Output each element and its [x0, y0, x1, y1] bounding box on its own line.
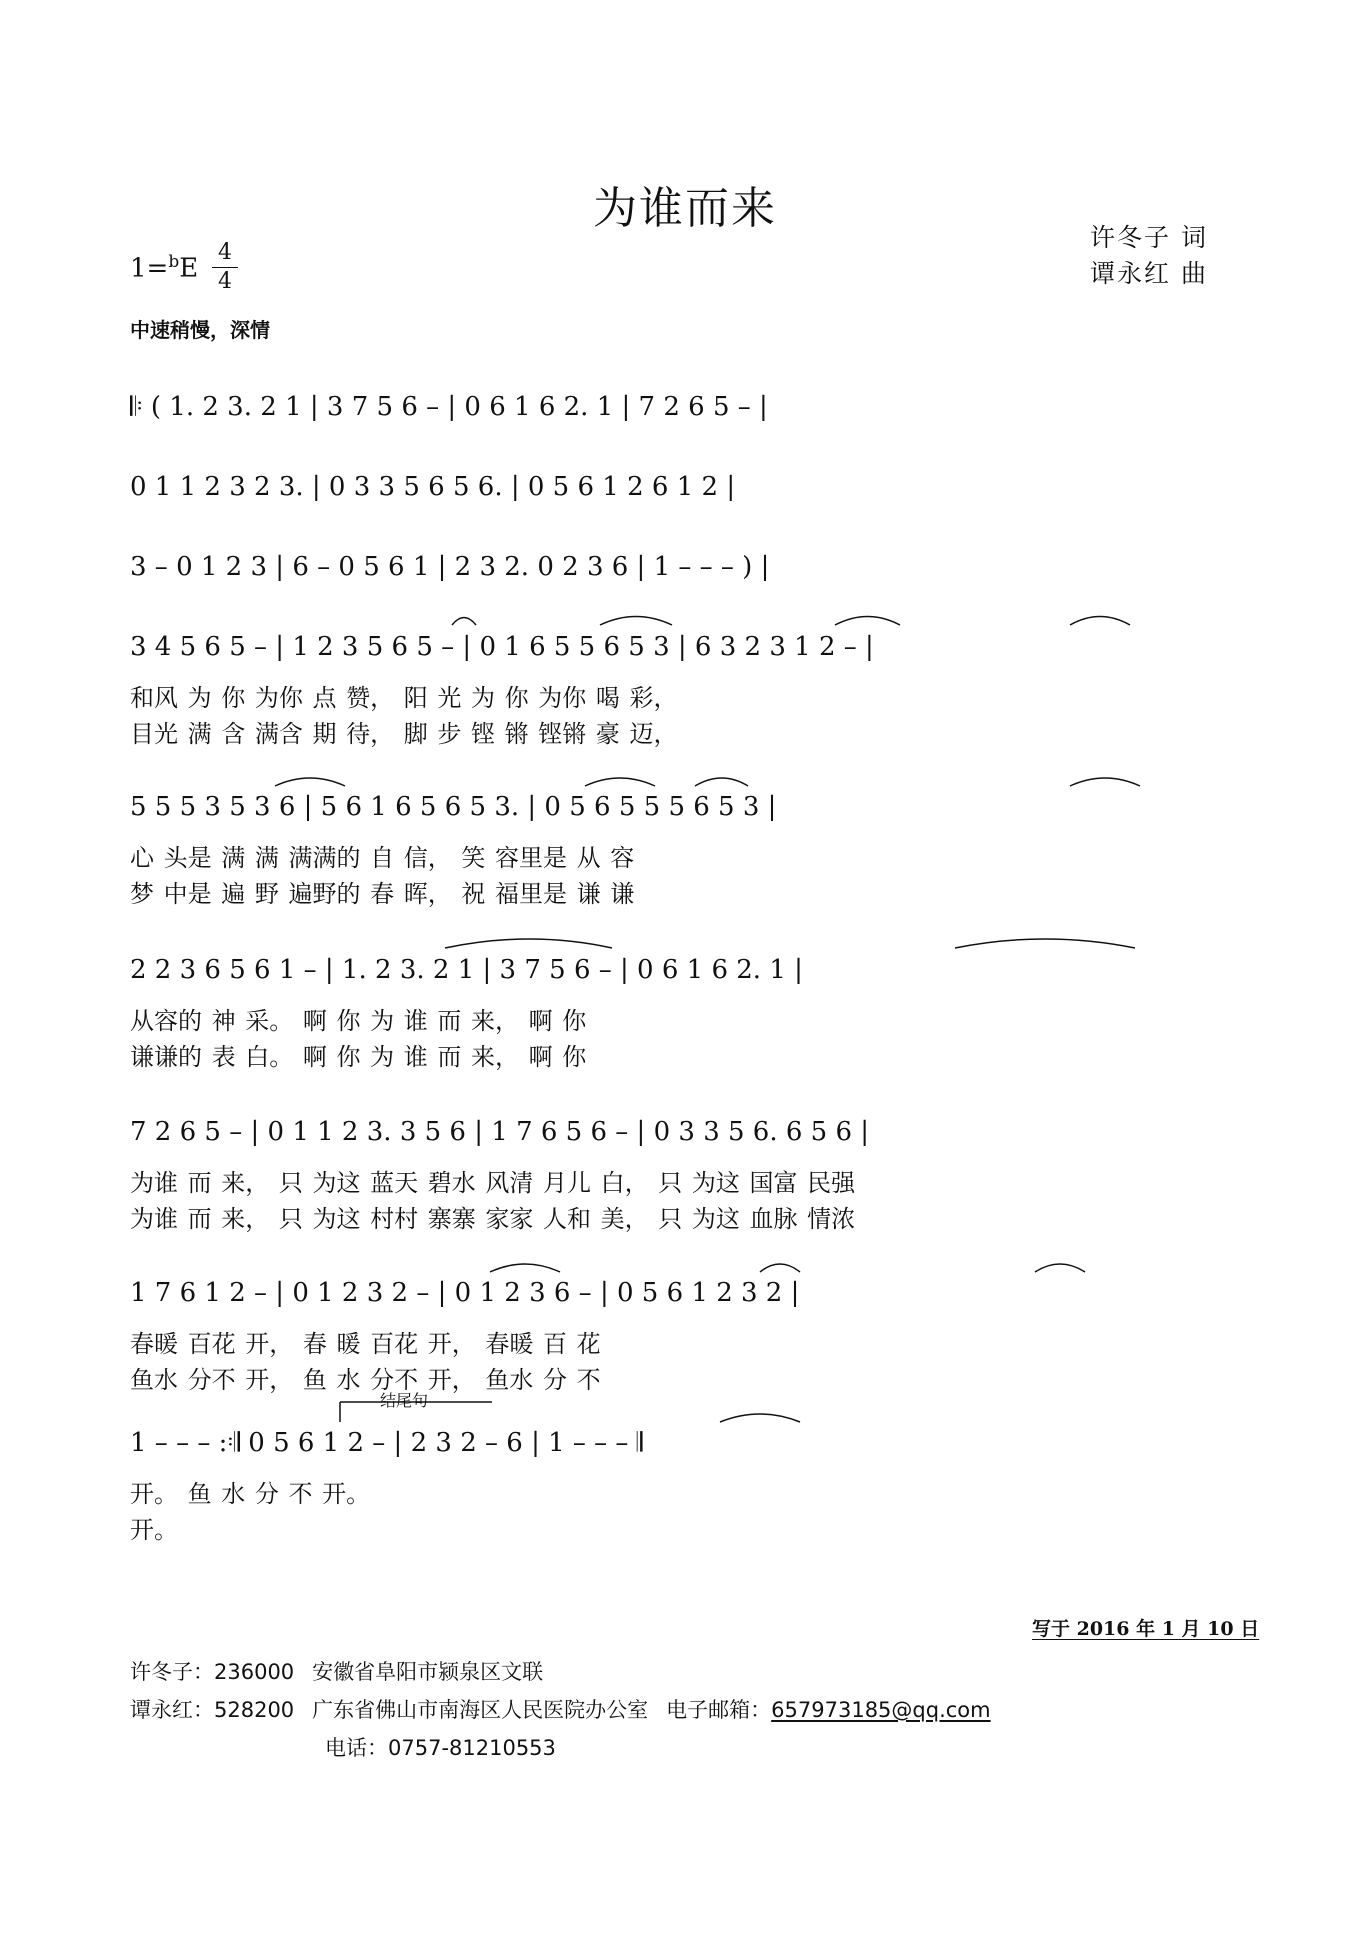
lyric-verse-2: 开。: [130, 1516, 178, 1544]
notation-line-6: 2 2 3 6 5 6 1 – | 1. 2 3. 2 1 | 3 7 5 6 – | 0 6 1 6 2. 1 |: [130, 955, 803, 985]
lyric-verse-1: 开。 鱼 水 分 不 开。: [130, 1480, 371, 1508]
slur-mark: [490, 1264, 560, 1272]
time-signature-top: 4: [218, 240, 232, 265]
notation-line-3: 3 – 0 1 2 3 | 6 – 0 5 6 1 | 2 3 2. 0 2 3 6 | 1 – – – ) |: [130, 552, 770, 582]
lyric-verse-1: 从容的 神 采。 啊 你 为 谁 而 来， 啊 你: [130, 1007, 587, 1035]
key-note: E: [179, 253, 199, 284]
slur-mark: [1070, 617, 1130, 626]
slur-mark: [1035, 1264, 1085, 1272]
lyric-verse-1: 和风 为 你 为你 点 赞， 阳 光 为 你 为你 喝 彩，: [130, 684, 678, 712]
contact-name: 谭永红：528200: [130, 1698, 295, 1722]
lyric-verse-2: 目光 满 含 满含 期 待， 脚 步 铿 锵 铿锵 豪 迈，: [130, 720, 678, 748]
lyric-verse-2: 谦谦的 表 白。 啊 你 为 谁 而 来， 啊 你: [130, 1043, 587, 1071]
contact-address: 安徽省阜阳市颍泉区文联: [312, 1660, 544, 1684]
lyric-verse-2: 为谁 而 来， 只 为这 村村 寨寨 家家 人和 美， 只 为这 血脉 情浓: [130, 1205, 856, 1233]
email-link[interactable]: 657973185@qq.com: [771, 1698, 991, 1722]
notation-line-8: 1 7 6 1 2 – | 0 1 2 3 2 – | 0 1 2 3 6 – | 0 5 6 1 2 3 2 |: [130, 1278, 800, 1308]
slur-mark: [955, 939, 1135, 948]
coda-label: 结尾句: [380, 1391, 429, 1410]
slur-mark: [760, 1264, 800, 1272]
notation-line-5: 5 5 5 3 5 3 6 | 5 6 1 6 5 6 5 3. | 0 5 6 5 5 5 6 5 3 |: [130, 792, 777, 822]
slur-mark: [720, 1414, 800, 1422]
lyricist-credit: 许冬子 词: [1090, 223, 1208, 252]
date-note: 写于 2016 年 1 月 10 日: [1032, 1618, 1260, 1640]
slur-mark: [275, 778, 345, 786]
lyric-verse-1: 春暖 百花 开， 春 暖 百花 开， 春暖 百 花: [130, 1330, 601, 1358]
notation-line-7: 7 2 6 5 – | 0 1 1 2 3. 3 5 6 | 1 7 6 5 6 – | 0 3 3 5 6. 6 5 6 |: [130, 1117, 870, 1147]
slur-mark: [585, 778, 655, 786]
contact-name: 许冬子：236000: [130, 1660, 295, 1684]
lyric-verse-1: 心 头是 满 满 满满的 自 信， 笑 容里是 从 容: [130, 844, 635, 872]
slur-mark: [1070, 778, 1140, 786]
tempo-marking: 中速稍慢，深情: [130, 318, 270, 342]
slur-mark: [452, 618, 476, 626]
slur-mark: [695, 778, 748, 786]
composer-credit: 谭永红 曲: [1090, 259, 1208, 288]
key-prefix: 1=: [130, 253, 169, 284]
notation-line-2: 0 1 1 2 3 2 3. | 0 3 3 5 6 5 6. | 0 5 6 1 2 6 1 2 |: [130, 472, 736, 502]
notation-line-4: 3 4 5 6 5 – | 1 2 3 5 6 5 – | 0 1 6 5 5 6 5 3 | 6 3 2 3 1 2 – |: [130, 632, 874, 662]
lyric-verse-2: 梦 中是 遍 野 遍野的 春 晖， 祝 福里是 谦 谦: [130, 880, 635, 908]
lyric-verse-1: 为谁 而 来， 只 为这 蓝天 碧水 风清 月儿 白， 只 为这 国富 民强: [130, 1169, 856, 1197]
slur-mark: [835, 617, 900, 626]
contact-address: 广东省佛山市南海区人民医院办公室: [312, 1698, 649, 1722]
time-signature-bottom: 4: [218, 269, 232, 294]
notation-line-9: 1 – – – :𝄇 0 5 6 1 2 – | 2 3 2 – 6 | 1 – – – 𝄂: [130, 1428, 643, 1458]
song-title: 为谁而来: [593, 183, 777, 234]
contact-phone: 电话：0757-81210553: [325, 1736, 556, 1760]
lyric-verse-2: 鱼水 分不 开， 鱼 水 分不 开， 鱼水 分 不: [130, 1366, 601, 1394]
slur-mark: [600, 617, 672, 626]
slur-mark: [445, 939, 612, 948]
email-label: 电子邮箱：: [666, 1698, 772, 1722]
flat-sign: b: [168, 252, 180, 272]
notation-line-1: 𝄆 ( 1. 2 3. 2 1 | 3 7 5 6 – | 0 6 1 6 2. 1 | 7 2 6 5 – |: [130, 392, 768, 422]
